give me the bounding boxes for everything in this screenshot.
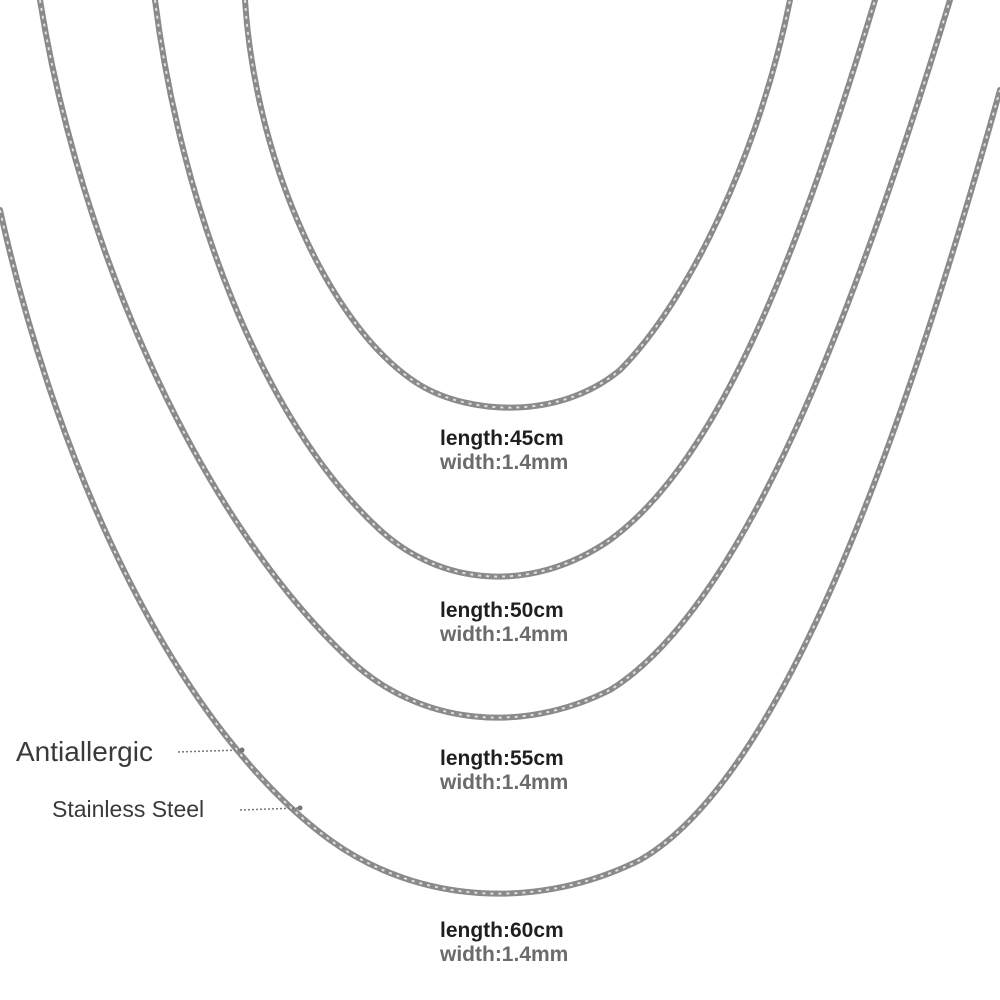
spec-label-60cm [440,920,568,965]
width-text: width:1.4mm [440,771,569,794]
width-text: width:1.4mm [440,451,569,474]
callout-stainless-steel: Stainless Steel [52,796,205,822]
leader-dot-stainless [298,806,303,811]
callout-antiallergic: Antiallergic [16,736,153,767]
spec-label-45cm [440,428,568,473]
length-text: length:45cm [440,427,564,450]
width-text: width:1.4mm [440,623,569,646]
length-text: length:50cm [440,599,564,622]
spec-label-50cm [440,600,568,645]
length-text: length:60cm [440,919,564,942]
leader-line-antiallergic [178,750,240,752]
leader-dot-antiallergic [240,748,245,753]
width-text: width:1.4mm [440,943,569,966]
length-text: length:55cm [440,747,564,770]
chain-45cm [245,0,790,408]
spec-label-55cm [440,748,568,793]
